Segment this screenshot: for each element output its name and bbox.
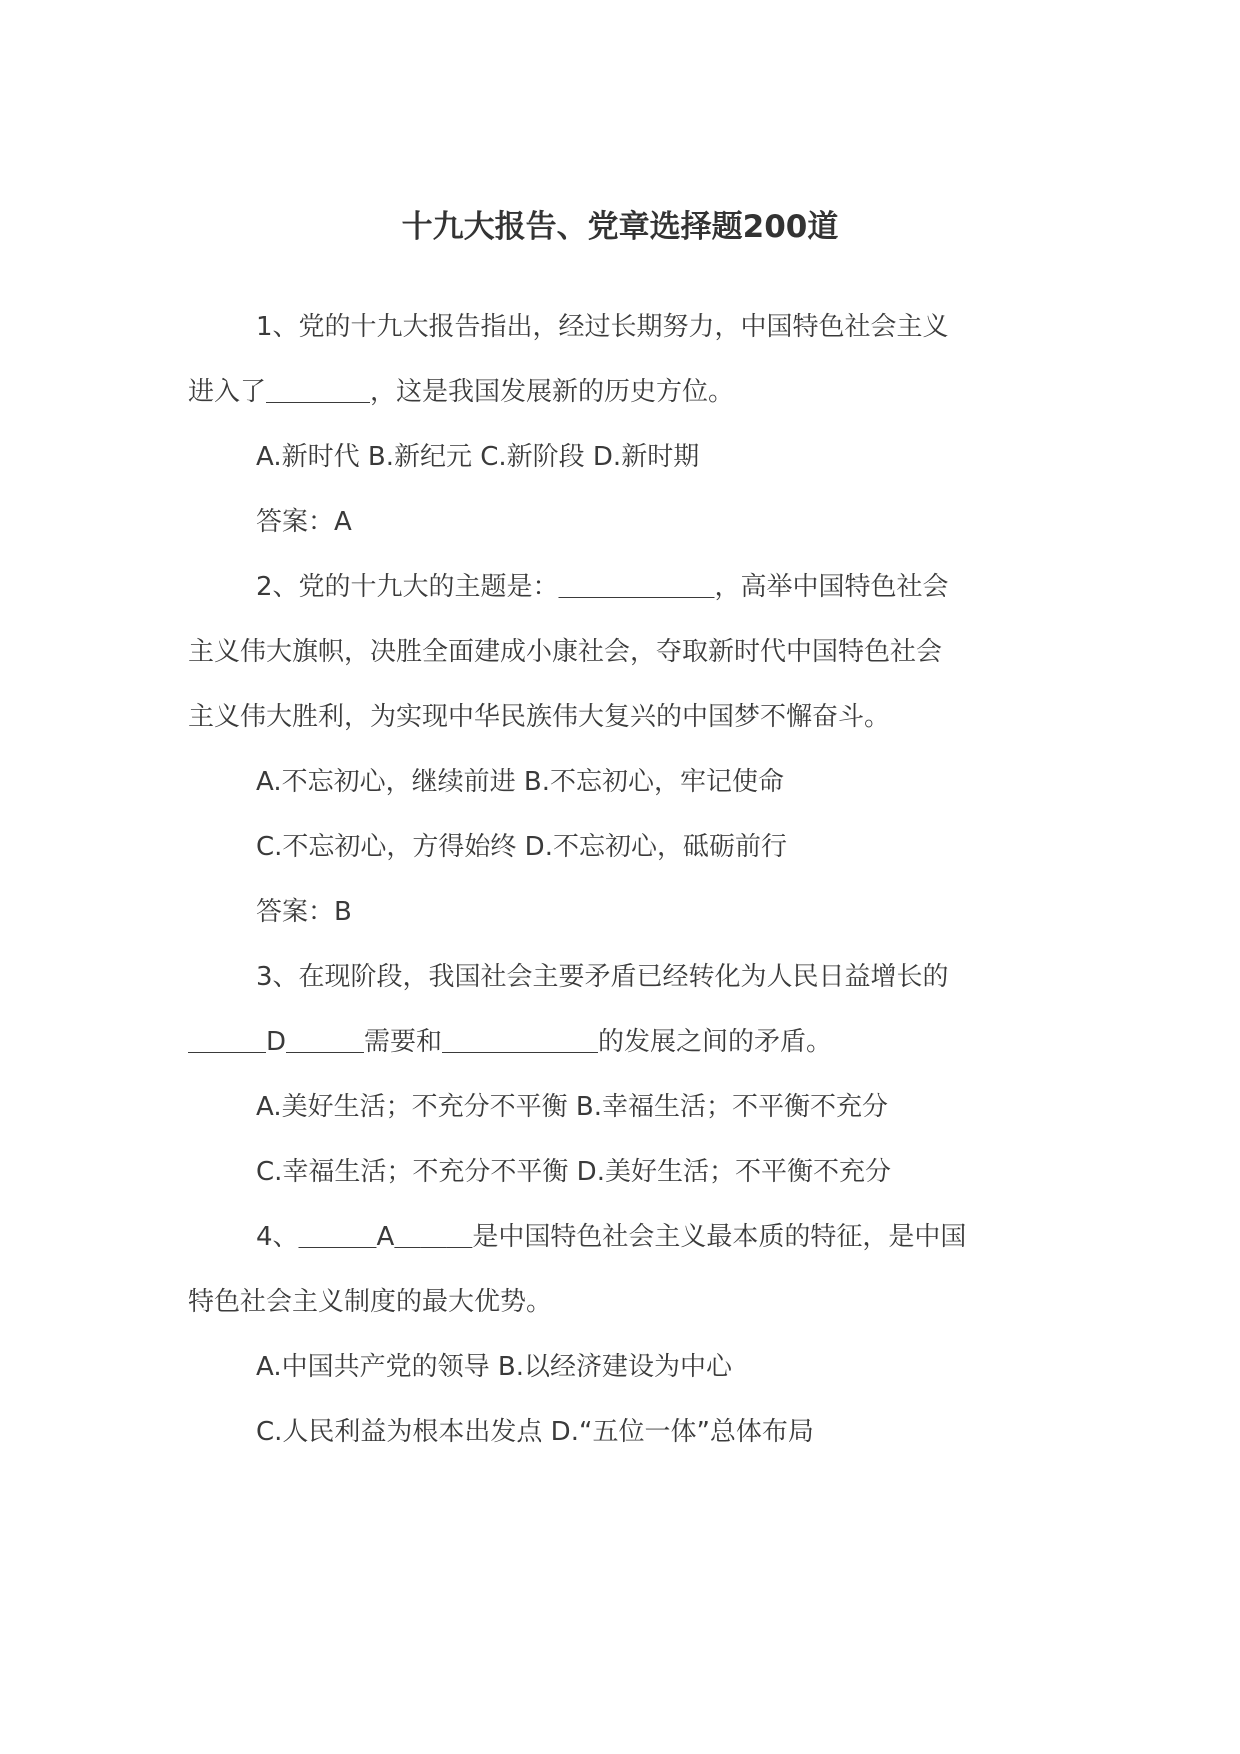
q3-line-1: 3、在现阶段，我国社会主要矛盾已经转化为人民日益增长的 <box>256 962 949 992</box>
q4-line-1: 4、＿＿＿A＿＿＿是中国特色社会主义最本质的特征，是中国 <box>256 1222 967 1252</box>
q1-line-2: 进入了＿＿＿＿，这是我国发展新的历史方位。 <box>188 377 735 407</box>
q3-options-ab: A.美好生活；不充分不平衡 B.幸福生活；不平衡不充分 <box>256 1092 888 1122</box>
q2-answer: 答案：B <box>256 897 352 927</box>
q3-options-cd: C.幸福生活；不充分不平衡 D.美好生活；不平衡不充分 <box>256 1157 891 1187</box>
q2-options-ab: A.不忘初心，继续前进 B.不忘初心，牢记使命 <box>256 767 784 797</box>
q1-options: A.新时代 B.新纪元 C.新阶段 D.新时期 <box>256 442 700 472</box>
q2-line-3: 主义伟大胜利，为实现中华民族伟大复兴的中国梦不懈奋斗。 <box>188 702 891 732</box>
q4-options-ab: A.中国共产党的领导 B.以经济建设为中心 <box>256 1352 732 1382</box>
document-title: 十九大报告、党章选择题200道 <box>401 209 839 245</box>
q1-line-1: 1、党的十九大报告指出，经过长期努力，中国特色社会主义 <box>256 312 949 342</box>
q2-options-cd: C.不忘初心，方得始终 D.不忘初心，砥砺前行 <box>256 832 787 862</box>
q2-line-1: 2、党的十九大的主题是：＿＿＿＿＿＿，高举中国特色社会 <box>256 572 949 602</box>
q1-answer: 答案：A <box>256 507 352 537</box>
q4-options-cd: C.人民利益为根本出发点 D.“五位一体”总体布局 <box>256 1417 814 1447</box>
q3-line-2: ＿＿＿D＿＿＿需要和＿＿＿＿＿＿的发展之间的矛盾。 <box>188 1027 833 1057</box>
q4-line-2: 特色社会主义制度的最大优势。 <box>188 1287 553 1317</box>
q2-line-2: 主义伟大旗帜，决胜全面建成小康社会，夺取新时代中国特色社会 <box>188 637 943 667</box>
